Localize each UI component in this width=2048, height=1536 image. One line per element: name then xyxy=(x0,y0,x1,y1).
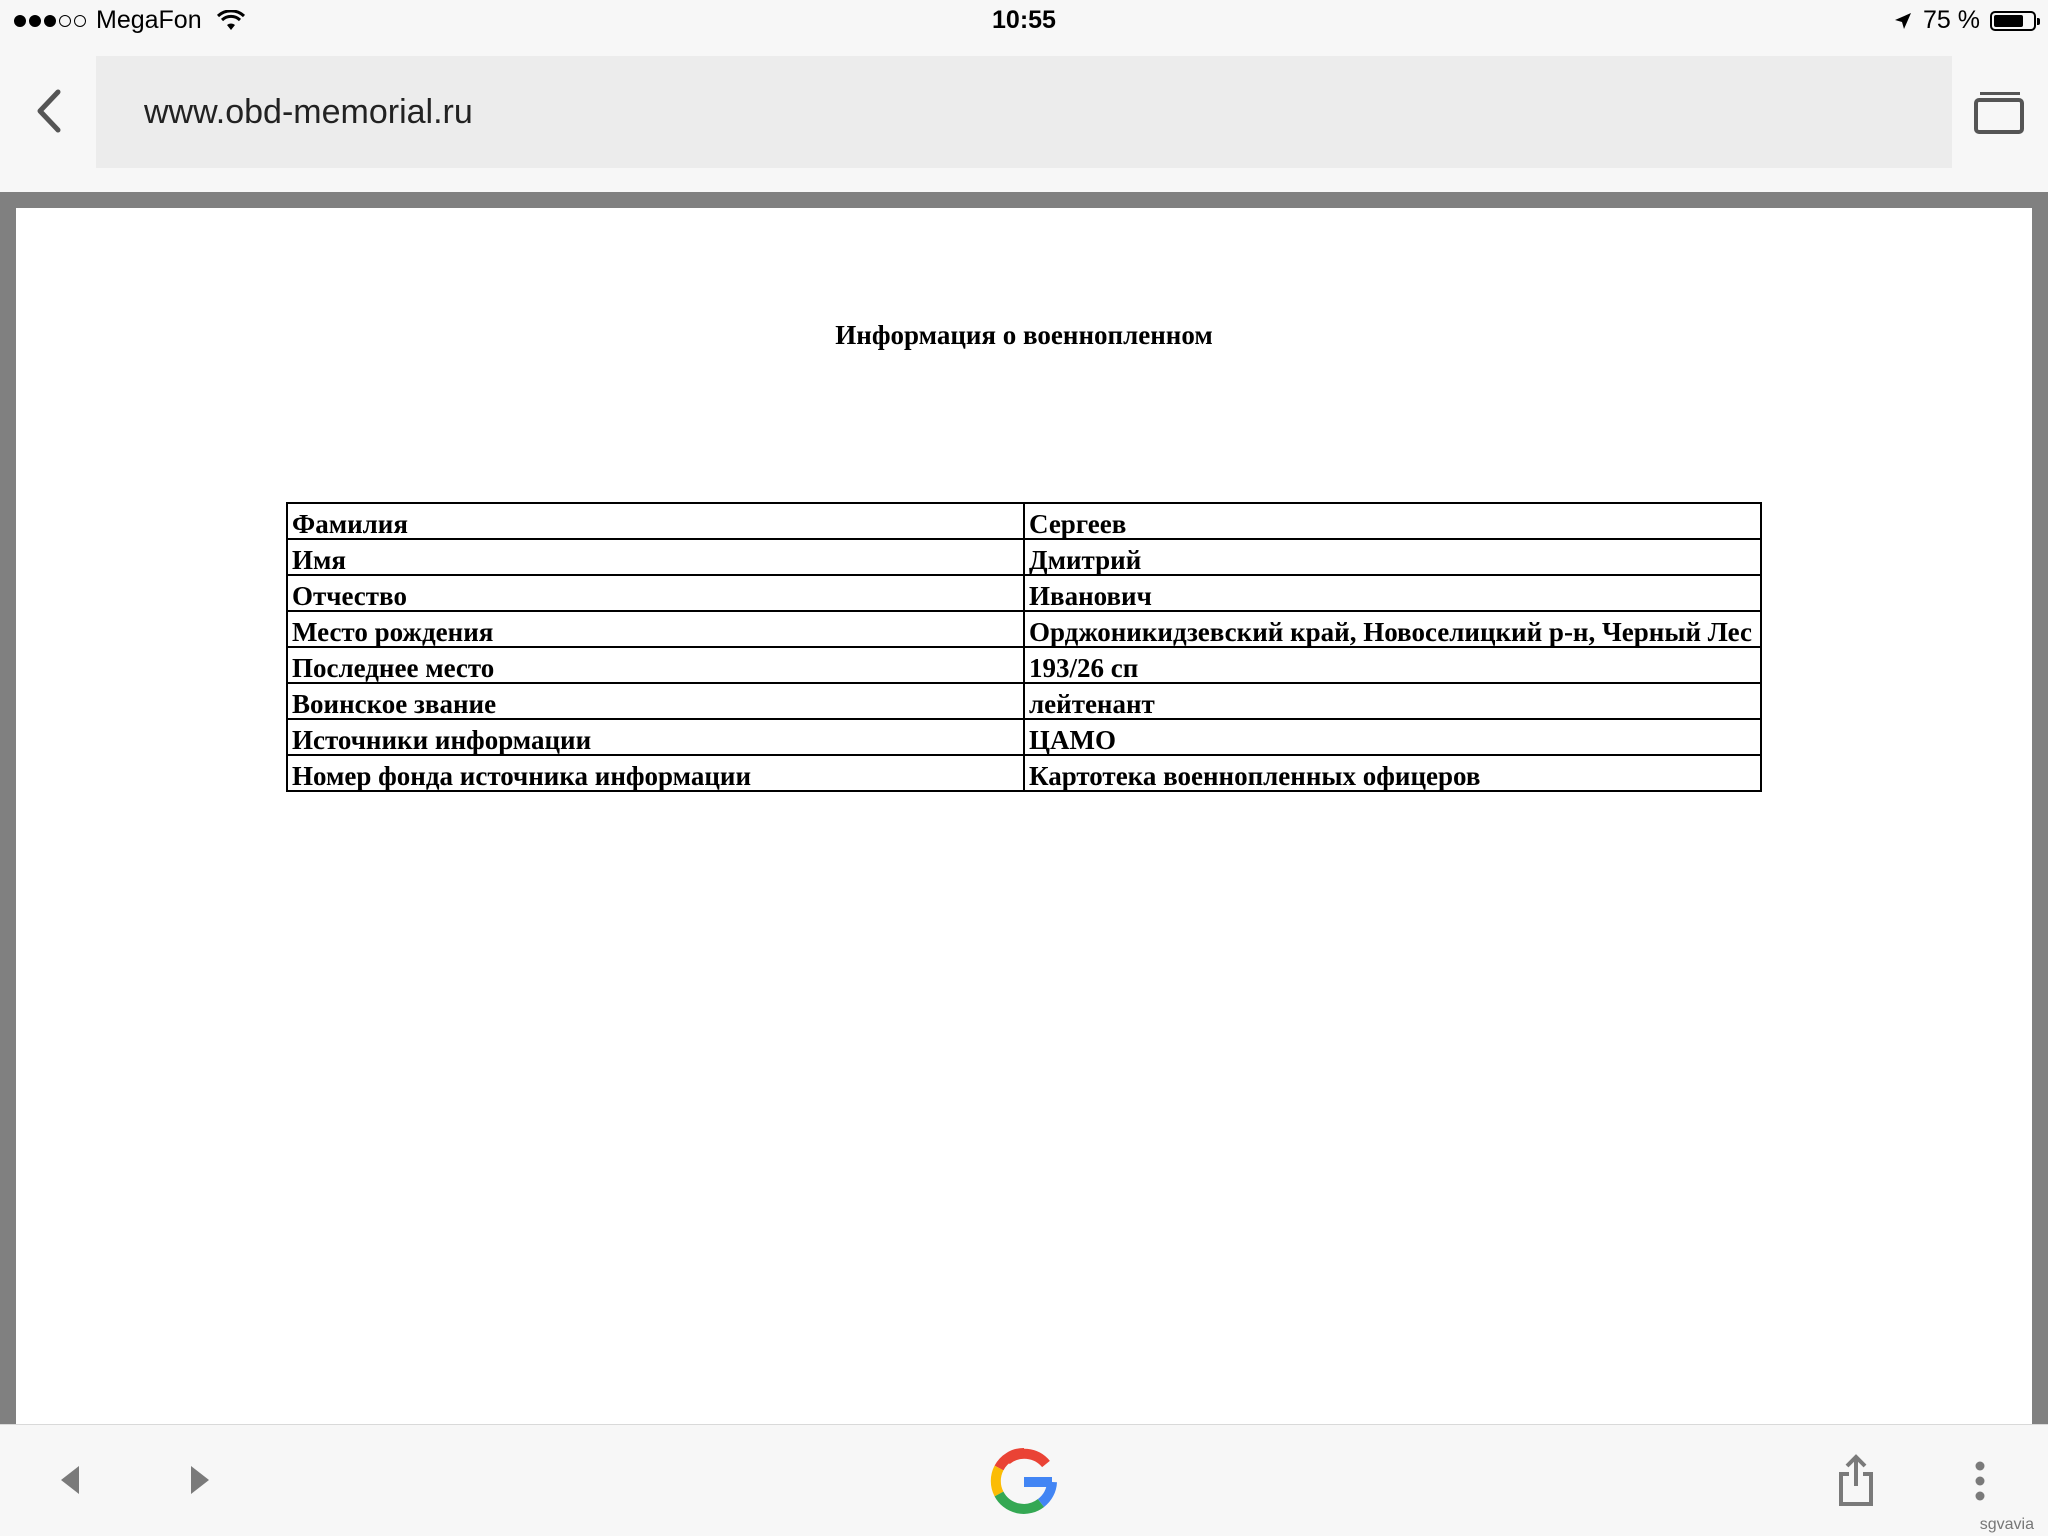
table-row xyxy=(287,503,1761,539)
field-value: Картотека военнопленных офицеров xyxy=(1024,755,1761,791)
location-arrow-icon xyxy=(1893,11,1913,31)
bottom-toolbar xyxy=(0,1424,2048,1536)
url-text: www.obd-memorial.ru xyxy=(144,92,473,131)
battery-percent: 75 % xyxy=(1923,6,1980,34)
info-table xyxy=(286,502,1762,792)
battery-icon xyxy=(1990,11,2036,31)
table-row xyxy=(287,575,1761,611)
back-arrow-icon[interactable] xyxy=(52,1457,88,1503)
browser-toolbar xyxy=(0,42,2048,192)
carrier-name: MegaFon xyxy=(96,6,202,34)
field-label: Источники информации xyxy=(287,719,1024,755)
field-value: Дмитрий xyxy=(1024,539,1761,575)
table-row xyxy=(287,647,1761,683)
field-label: Воинское звание xyxy=(287,683,1024,719)
field-label: Фамилия xyxy=(287,503,1024,539)
field-value: Иванович xyxy=(1024,575,1761,611)
google-logo-icon[interactable] xyxy=(988,1445,1060,1517)
table-row xyxy=(287,719,1761,755)
field-label: Отчество xyxy=(287,575,1024,611)
table-row xyxy=(287,755,1761,791)
field-value: Орджоникидзевский край, Новоселицкий р-н, Черный Лес xyxy=(1024,611,1761,647)
table-row xyxy=(287,683,1761,719)
field-label: Последнее место xyxy=(287,647,1024,683)
tabs-icon[interactable] xyxy=(1972,88,2028,138)
document-page xyxy=(16,208,2032,1424)
watermark: sgvavia xyxy=(1979,1516,2034,1533)
more-vert-icon[interactable] xyxy=(1968,1453,1992,1509)
field-label: Имя xyxy=(287,539,1024,575)
table-row xyxy=(287,611,1761,647)
back-chevron-icon[interactable] xyxy=(26,86,72,136)
page-title: Информация о военнопленном xyxy=(835,320,1213,350)
page-viewport xyxy=(0,192,2048,1424)
status-time: 10:55 xyxy=(992,6,1056,34)
forward-arrow-icon[interactable] xyxy=(182,1457,218,1503)
table-row xyxy=(287,539,1761,575)
status-bar xyxy=(0,0,2048,42)
address-bar[interactable] xyxy=(96,56,1952,168)
field-value: 193/26 сп xyxy=(1024,647,1761,683)
share-icon[interactable] xyxy=(1834,1453,1878,1509)
status-right xyxy=(1893,6,2036,35)
field-value: лейтенант xyxy=(1024,683,1761,719)
field-label: Номер фонда источника информации xyxy=(287,755,1024,791)
field-label: Место рождения xyxy=(287,611,1024,647)
field-value: Сергеев xyxy=(1024,503,1761,539)
field-value: ЦАМО xyxy=(1024,719,1761,755)
